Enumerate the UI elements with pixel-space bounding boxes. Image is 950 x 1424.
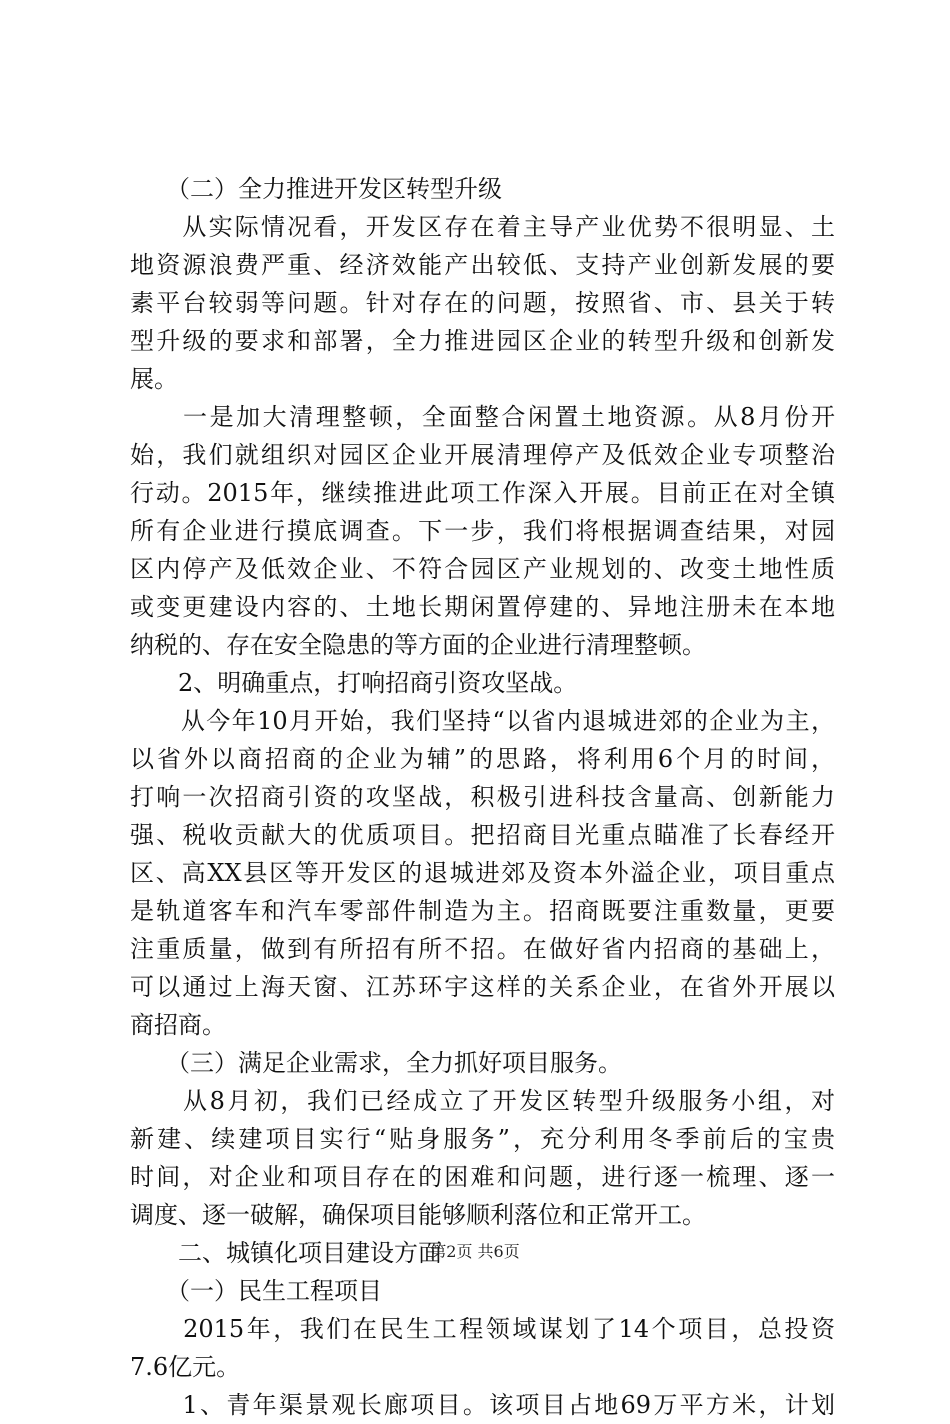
paragraph-line: 商招商。 [130,1011,226,1039]
paragraph-line: 始，我们就组织对园区企业开展清理停产及低效企业专项整治 [130,441,835,469]
document-body [130,170,835,1424]
paragraph-line: 2015年，我们在民生工程领域谋划了14个项目，总投资 [130,1315,835,1343]
paragraph-line: 展。 [130,365,178,393]
paragraph-line: 素平台较弱等问题。针对存在的问题，按照省、市、县关于转 [130,289,835,317]
section-heading: 2、明确重点，打响招商引资攻坚战。 [130,669,578,697]
paragraph-line: 纳税的、存在安全隐患的等方面的企业进行清理整顿。 [130,631,706,659]
paragraph-line: 一是加大清理整顿，全面整合闲置土地资源。从8月份开 [130,403,835,431]
paragraph-line: 强、税收贡献大的优质项目。把招商目光重点瞄准了长春经开 [130,821,835,849]
paragraph-line: 调度、逐一破解，确保项目能够顺利落位和正常开工。 [130,1201,706,1229]
paragraph-line: 新建、续建项目实行“贴身服务”，充分利用冬季前后的宝贵 [130,1125,835,1153]
paragraph-line: 所有企业进行摸底调查。下一步，我们将根据调查结果，对园 [130,517,835,545]
paragraph-line: 1、青年渠景观长廊项目。该项目占地69万平方米，计划 [130,1391,835,1419]
section-heading: （一）民生工程项目 [130,1277,382,1305]
paragraph-line: 从今年10月开始，我们坚持“以省内退城进郊的企业为主， [130,707,835,735]
paragraph-line: 7.6亿元。 [130,1353,241,1381]
page-number-footer: 第2页 共6页 [430,1242,520,1261]
paragraph-line: 或变更建设内容的、土地长期闲置停建的、异地注册未在本地 [130,593,835,621]
paragraph-line: 行动。2015年，继续推进此项工作深入开展。目前正在对全镇 [130,479,835,507]
section-heading: 二、城镇化项目建设方面 [130,1239,442,1267]
section-heading: （三）满足企业需求，全力抓好项目服务。 [130,1049,622,1077]
paragraph-line: 是轨道客车和汽车零部件制造为主。招商既要注重数量，更要 [130,897,835,925]
section-heading: （二）全力推进开发区转型升级 [130,175,502,203]
paragraph-line: 型升级的要求和部署，全力推进园区企业的转型升级和创新发 [130,327,835,355]
paragraph-line: 从实际情况看，开发区存在着主导产业优势不很明显、土 [130,213,835,241]
paragraph-line: 从8月初，我们已经成立了开发区转型升级服务小组，对 [130,1087,835,1115]
paragraph-line: 地资源浪费严重、经济效能产出较低、支持产业创新发展的要 [130,251,835,279]
paragraph-line: 区内停产及低效企业、不符合园区产业规划的、改变土地性质 [130,555,835,583]
paragraph-line: 可以通过上海天窗、江苏环宇这样的关系企业，在省外开展以 [130,973,835,1001]
paragraph-line: 时间，对企业和项目存在的困难和问题，进行逐一梳理、逐一 [130,1163,835,1191]
paragraph-line: 以省外以商招商的企业为辅”的思路，将利用6个月的时间， [130,745,835,773]
paragraph-line: 注重质量，做到有所招有所不招。在做好省内招商的基础上， [130,935,835,963]
paragraph-line: 区、高XX县区等开发区的退城进郊及资本外溢企业，项目重点 [130,859,835,887]
paragraph-line: 打响一次招商引资的攻坚战，积极引进科技含量高、创新能力 [130,783,835,811]
